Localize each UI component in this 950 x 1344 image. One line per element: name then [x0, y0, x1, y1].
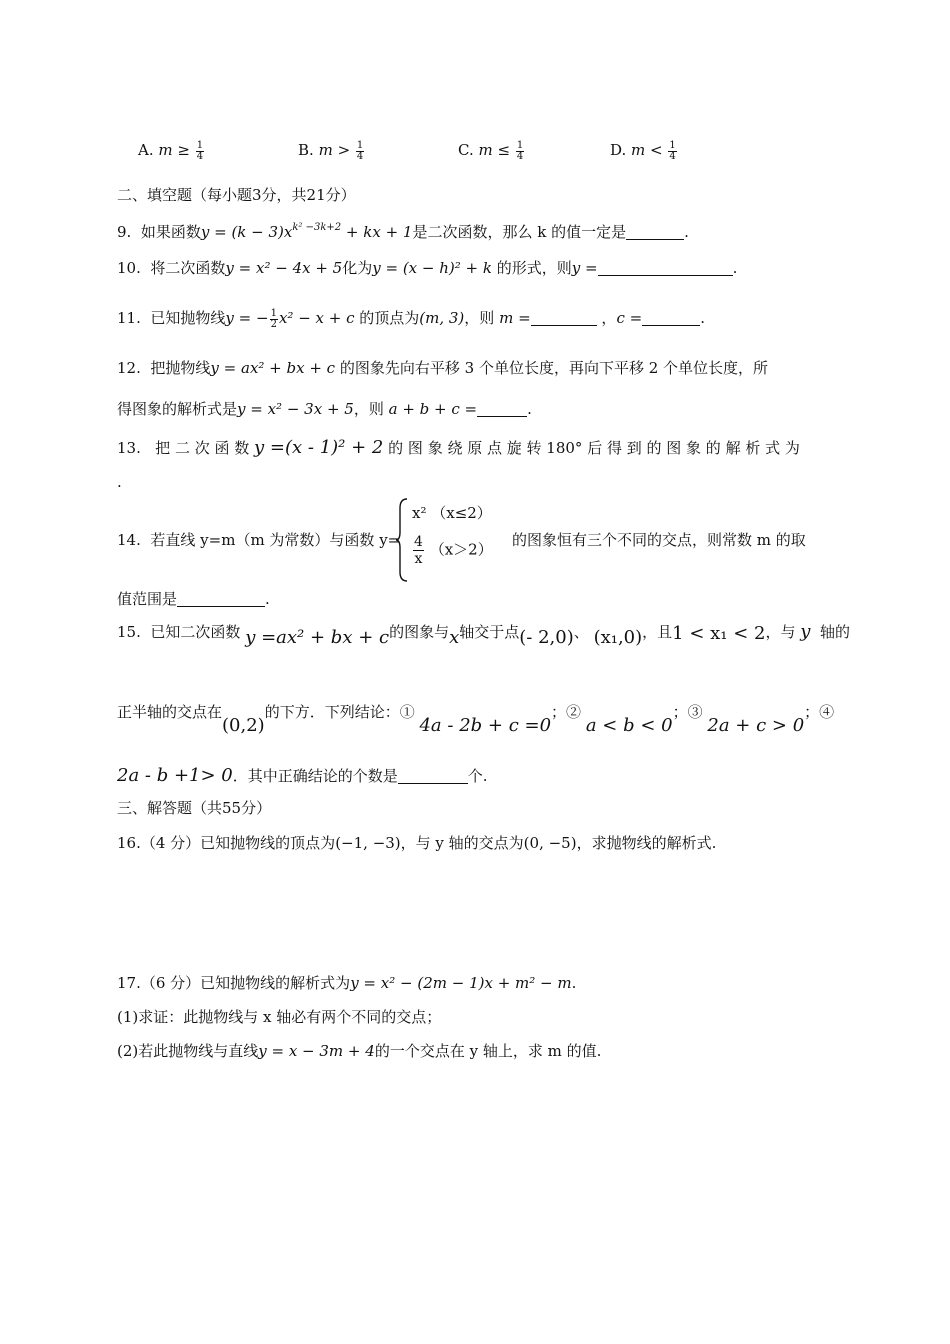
text: (2)若此抛物线与直线 [117, 1042, 259, 1060]
option-label: C. [458, 141, 474, 159]
question-9 [117, 216, 840, 244]
formula: (−1, −3) [335, 834, 401, 852]
formula: y = [571, 259, 598, 277]
text: 把抛物线 [150, 359, 211, 377]
formula: y [800, 621, 811, 642]
formula: (x₁,0) [593, 627, 643, 648]
text: 的 图 象 绕 原 点 旋 转 180° 后 得 到 的 图 象 的 解 析 式 为 [388, 439, 800, 457]
text: 已知抛物线 [150, 309, 226, 327]
formula: x [449, 627, 460, 648]
text: 的顶点为 [354, 309, 420, 327]
fraction-num: 1 [669, 139, 676, 151]
question-number: 15. [117, 623, 141, 641]
text: 个. [467, 767, 488, 785]
question-17-part-2 [117, 1039, 840, 1063]
text: 若直线 y=m（m 为常数）与函数 y= [150, 531, 401, 549]
piecewise-case-2 [412, 534, 493, 567]
text: （x＞2） [429, 540, 493, 559]
text: （6 分）已知抛物线的解析式为 [140, 974, 351, 992]
text: ．其中正确结论的个数是 [232, 767, 398, 785]
section-heading-fill-in: 二、填空题（每小题3分，共21分） [117, 186, 356, 204]
text: 的一个交点在 y 轴上，求 m 的值. [374, 1042, 602, 1060]
formula: y =ax² + bx + c [245, 627, 390, 648]
text: 、 [573, 623, 589, 641]
formula: y = x² − (2m − 1)x + m² − m [350, 974, 572, 992]
option-a [138, 138, 205, 162]
formula: 2a - b +1> 0 [117, 765, 233, 786]
question-14-line-2 [117, 587, 840, 611]
text: ，与 y 轴的交点为 [400, 834, 524, 852]
formula: a + b + c = [388, 400, 478, 418]
question-17-part-1: (1)求证：此抛物线与 x 轴必有两个不同的交点； [117, 1008, 442, 1026]
text: ，与 [765, 623, 796, 641]
formula: (- 2,0) [519, 627, 574, 648]
question-number: 10. [117, 259, 141, 277]
text: 化为 [342, 259, 373, 277]
formula: a < b < 0 [585, 715, 673, 736]
section-heading-solve: 三、解答题（共55分） [117, 799, 272, 817]
fraction-den: 4 [516, 150, 524, 162]
question-number: 11. [117, 309, 141, 327]
answer-blank[interactable] [477, 400, 527, 417]
option-label: B. [298, 141, 314, 159]
question-15-line-1 [117, 620, 851, 650]
formula: y = (x − h)² + k [372, 259, 492, 277]
formula: y = x² − 4x + 5 [225, 259, 343, 277]
text: 正半轴的交点在 [117, 703, 223, 721]
question-16 [117, 831, 840, 855]
fraction-num: 1 [356, 139, 364, 151]
text: 是二次函数，那么 k 的值一定是 [412, 223, 627, 241]
fraction [413, 534, 424, 567]
text: 值范围是 [117, 590, 178, 608]
formula: + kx + 1 [341, 223, 413, 241]
formula: (0,2) [222, 715, 265, 736]
formula: y = (k − 3)x [200, 223, 293, 241]
question-number: 13. [117, 439, 141, 457]
option-relation: m > [318, 141, 355, 159]
answer-blank[interactable] [177, 590, 265, 607]
option-relation: m < [631, 141, 668, 159]
question-14-post: 的图象恒有三个不同的交点，则常数 m 的取 [512, 531, 806, 549]
question-13-end: . [117, 473, 122, 491]
text: ，求抛物线的解析式. [576, 834, 717, 852]
formula: (m, 3) [419, 309, 465, 327]
fraction-den: 4 [196, 150, 204, 162]
formula: 2a + c > 0 [707, 715, 805, 736]
text: 将二次函数 [150, 259, 226, 277]
fraction-num: 1 [270, 307, 277, 319]
text: . [527, 400, 532, 418]
answer-blank-m[interactable] [531, 309, 597, 326]
text: . [571, 974, 577, 992]
text: 把 二 次 函 数 [155, 439, 250, 457]
left-brace-icon [395, 498, 409, 582]
fraction-den: 4 [356, 150, 364, 162]
text: ， [601, 309, 617, 327]
question-15-line-2 [117, 700, 840, 738]
fraction-den: 4 [669, 150, 676, 162]
text: 如果函数 [140, 223, 201, 241]
formula: 4a - 2b + c =0 [419, 715, 552, 736]
formula: (0, −5) [523, 834, 577, 852]
option-d [610, 138, 678, 162]
text: . [700, 309, 705, 327]
question-10 [117, 256, 840, 280]
question-11 [117, 306, 840, 330]
answer-blank[interactable] [598, 259, 733, 276]
option-relation: m ≥ [158, 141, 195, 159]
text: ，则 [353, 400, 389, 418]
question-13 [117, 436, 840, 460]
formula: y = ax² + bx + c [210, 359, 336, 377]
question-number: 16. [117, 834, 141, 852]
option-relation: m ≤ [478, 141, 515, 159]
text: 得图象的解析式是 [117, 400, 238, 418]
answer-blank-c[interactable] [642, 309, 700, 326]
fraction-den: 2 [270, 318, 277, 330]
text: . [265, 590, 270, 608]
text: 的下方．下列结论：① [264, 703, 415, 721]
text: （4 分）已知抛物线的顶点为 [140, 834, 336, 852]
text: ，且 [642, 623, 673, 641]
answer-blank[interactable] [398, 767, 468, 784]
question-12-line-2 [117, 397, 840, 421]
question-number: 17. [117, 974, 141, 992]
text: . [732, 259, 738, 277]
option-label: D. [610, 141, 627, 159]
text: ；② [551, 703, 582, 721]
text: 的图象与 [389, 623, 450, 641]
formula: y =(x - 1)² + 2 [254, 437, 384, 458]
formula: 1 < x₁ < 2 [672, 623, 766, 644]
fraction-num: 4 [414, 534, 423, 550]
formula: m = [499, 309, 531, 327]
piecewise-case-1: x² （x≤2） [412, 504, 492, 522]
formula: y = x² − 3x + 5 [237, 400, 354, 418]
text: . [684, 223, 689, 241]
fraction [196, 141, 204, 162]
option-label: A. [138, 141, 154, 159]
text: 的形式，则 [491, 259, 572, 277]
text: 的图象先向右平移 3 个单位长度，再向下平移 2 个单位长度，所 [335, 359, 769, 377]
question-number: 14. [117, 531, 141, 549]
text: 轴的 [820, 623, 851, 641]
option-c [458, 138, 525, 162]
formula: x² − x + c [278, 309, 355, 327]
fraction [356, 141, 364, 162]
text: 已知二次函数 [150, 623, 241, 641]
fraction-num: 1 [196, 139, 204, 151]
question-number: 9. [117, 223, 132, 241]
question-17 [117, 971, 840, 995]
question-12-line-1 [117, 356, 840, 380]
text: ，则 [464, 309, 500, 327]
fraction [270, 309, 278, 330]
formula: c = [616, 309, 643, 327]
question-number: 12. [117, 359, 141, 377]
fraction-den: x [414, 551, 423, 567]
text: 轴交于点 [459, 623, 520, 641]
text: ；③ [672, 703, 703, 721]
fraction [516, 141, 524, 162]
formula: y = − [225, 309, 269, 327]
fraction [668, 141, 676, 162]
text: ；④ [804, 703, 835, 721]
fraction-num: 1 [516, 139, 524, 151]
formula: y = x − 3m + 4 [258, 1042, 375, 1060]
answer-blank[interactable] [626, 223, 684, 240]
exponent: k² −3k+2 [292, 222, 342, 233]
question-15-line-3 [117, 764, 840, 788]
option-b [298, 138, 365, 162]
